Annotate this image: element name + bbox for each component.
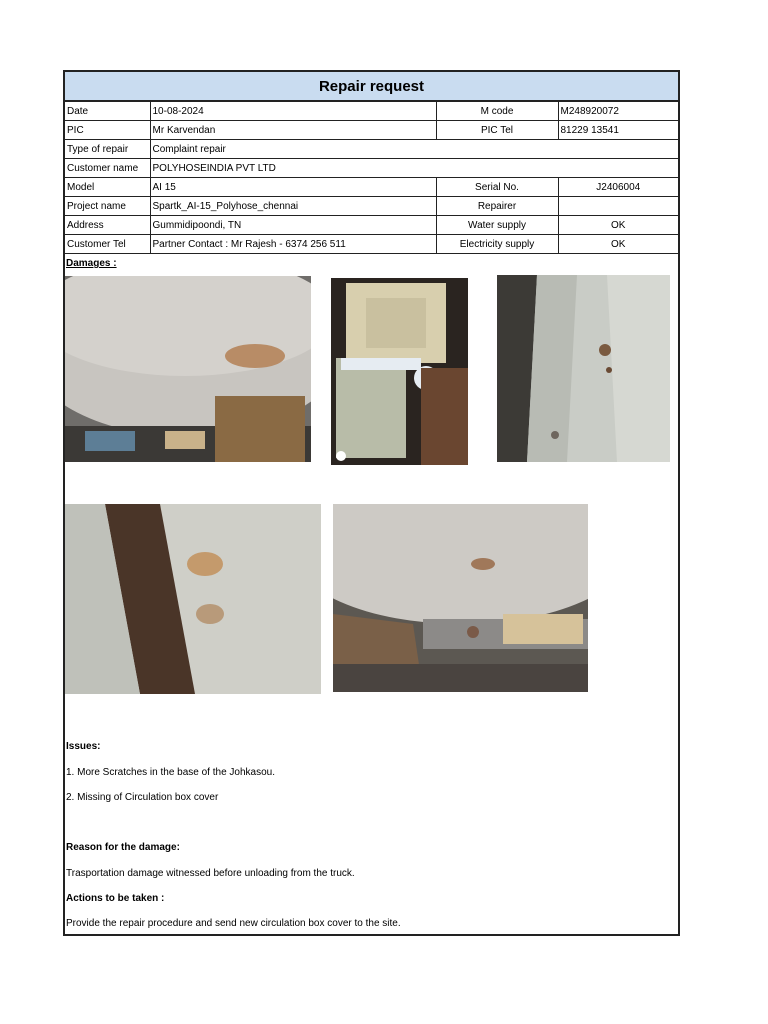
type-label: Type of repair: [65, 140, 150, 159]
pic-label: PIC: [65, 121, 150, 140]
address-value: Gummidipoondi, TN: [150, 216, 436, 235]
actions-heading: Actions to be taken :: [66, 893, 165, 904]
table-row: [65, 140, 678, 159]
address-label: Address: [65, 216, 150, 235]
info-table: [65, 101, 678, 254]
electricity-value: OK: [558, 235, 678, 254]
issue-item: 2. Missing of Circulation box cover: [66, 792, 219, 803]
damage-photo-1: [65, 276, 311, 462]
project-value: Spartk_AI-15_Polyhose_chennai: [150, 197, 436, 216]
damage-photo-2: [331, 278, 468, 465]
water-value: OK: [558, 216, 678, 235]
mcode-value: M248920072: [558, 102, 678, 121]
table-row: [65, 197, 678, 216]
customer-tel-label: Customer Tel: [65, 235, 150, 254]
customer-value: POLYHOSEINDIA PVT LTD: [150, 159, 678, 178]
serial-label: Serial No.: [436, 178, 558, 197]
reason-text: Trasportation damage witnessed before unloading from the truck.: [66, 868, 355, 879]
damage-photo-3: [497, 275, 670, 462]
damage-photo-5: [333, 504, 588, 692]
type-value: Complaint repair: [150, 140, 678, 159]
serial-value: J2406004: [558, 178, 678, 197]
model-value: AI 15: [150, 178, 436, 197]
table-row: [65, 216, 678, 235]
table-row: [65, 121, 678, 140]
pic-value: Mr Karvendan: [150, 121, 436, 140]
issue-item: 1. More Scratches in the base of the Johkasou.: [66, 767, 276, 778]
project-label: Project name: [65, 197, 150, 216]
damage-photo-4: [65, 504, 321, 694]
mcode-label: M code: [436, 102, 558, 121]
repair-request-sheet: [63, 70, 680, 936]
table-row: [65, 235, 678, 254]
repairer-label: Repairer: [436, 197, 558, 216]
pic-tel-value: 81229 13541: [558, 121, 678, 140]
date-value: 10-08-2024: [150, 102, 436, 121]
actions-text: Provide the repair procedure and send new circulation box cover to the site.: [66, 918, 401, 929]
damages-heading: Damages :: [66, 258, 117, 269]
repairer-value: [558, 197, 678, 216]
pic-tel-label: PIC Tel: [436, 121, 558, 140]
water-label: Water supply: [436, 216, 558, 235]
customer-tel-value: Partner Contact : Mr Rajesh - 6374 256 511: [150, 235, 436, 254]
customer-label: Customer name: [65, 159, 150, 178]
table-row: [65, 102, 678, 121]
table-row: [65, 178, 678, 197]
electricity-label: Electricity supply: [436, 235, 558, 254]
reason-heading: Reason for the damage:: [66, 842, 180, 853]
document-title: Repair request: [65, 72, 678, 101]
issues-heading: Issues:: [66, 741, 101, 752]
model-label: Model: [65, 178, 150, 197]
date-label: Date: [65, 102, 150, 121]
table-row: [65, 159, 678, 178]
